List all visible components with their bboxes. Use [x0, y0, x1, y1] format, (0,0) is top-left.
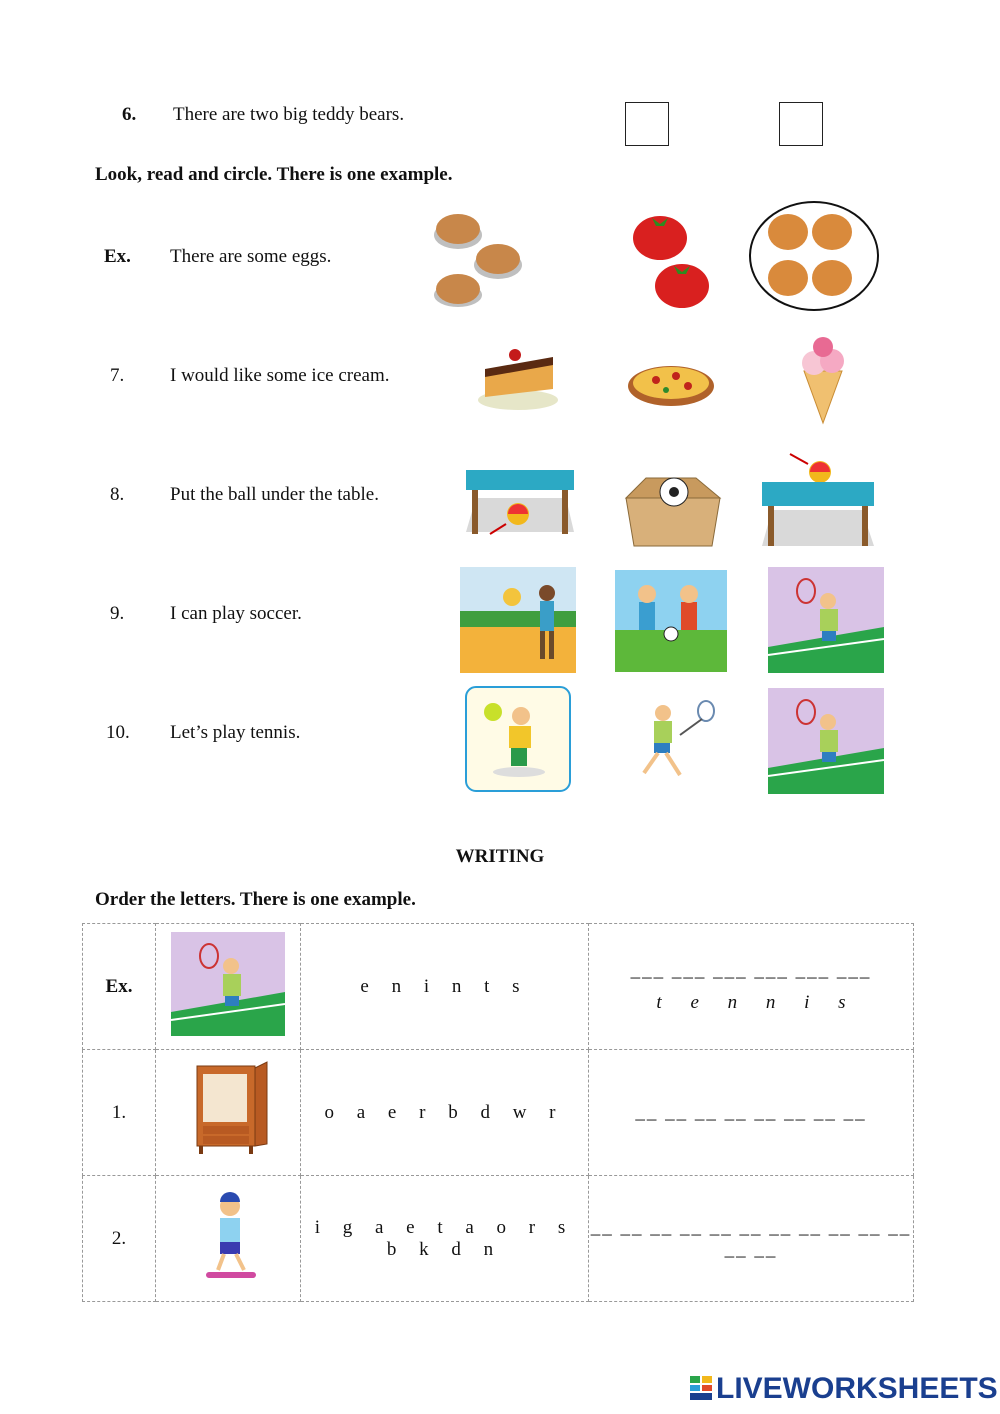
row-number-8: 8. [110, 484, 125, 505]
soccer-picture[interactable] [615, 570, 727, 672]
eggs-picture-circled[interactable] [748, 200, 880, 312]
section-title-circle: Look, read and circle. There is one example. [95, 164, 453, 185]
answer-box-1[interactable] [625, 102, 669, 146]
row-number: 2. [83, 1176, 156, 1302]
potatoes-picture[interactable] [430, 205, 525, 310]
bowling-picture[interactable] [465, 686, 571, 792]
wardrobe-picture [183, 1060, 273, 1160]
answer-cell [589, 924, 914, 1050]
volleyball-picture[interactable] [460, 567, 576, 673]
order-letters-table [82, 923, 914, 1302]
picture-cell [156, 1176, 301, 1302]
row-number-7: 7. [110, 365, 125, 386]
liveworksheets-icon [690, 1374, 712, 1398]
writing-heading: WRITING [455, 846, 545, 867]
scrambled-letters: o a e r b d w r [301, 1050, 589, 1176]
row-text-7: I would like some ice cream. [170, 365, 390, 386]
scrambled-letters: i g a e t a o r s b k d n [301, 1176, 589, 1302]
row-number-10: 10. [106, 722, 130, 743]
scrambled-letters: e n i n t s [301, 924, 589, 1050]
ball-in-box-picture[interactable] [616, 468, 730, 548]
row-number: Ex. [83, 924, 156, 1050]
picture-cell [156, 1050, 301, 1176]
logo-text: LIVEWORKSHEETS [716, 1372, 998, 1405]
badminton-picture[interactable] [624, 695, 724, 783]
section-title-order: Order the letters. There is one example. [95, 889, 416, 910]
example-answer: t e n n i s [656, 991, 846, 1013]
tennis-player-picture [171, 932, 285, 1036]
ball-on-table-picture[interactable] [758, 450, 878, 550]
table-row [83, 924, 914, 1050]
row-number-9: 9. [110, 603, 125, 624]
row-text-9: I can play soccer. [170, 603, 302, 624]
row-text-8: Put the ball under the table. [170, 484, 379, 505]
tennis-picture-row9[interactable] [768, 567, 884, 673]
row-number-ex: Ex. [104, 246, 131, 267]
picture-cell [156, 924, 301, 1050]
ball-under-table-picture[interactable] [462, 460, 578, 542]
question-6-number: 6. [122, 104, 137, 125]
question-6-text: There are two big teddy bears. [173, 104, 405, 125]
tomatoes-picture[interactable] [630, 210, 715, 310]
table-row [83, 1050, 914, 1176]
answer-box-2[interactable] [779, 102, 823, 146]
answer-blanks[interactable]: __ __ __ __ __ __ __ __ __ __ __ __ __ [590, 1216, 912, 1260]
cake-picture[interactable] [475, 345, 565, 415]
answer-cell[interactable] [589, 1050, 914, 1176]
answer-blanks[interactable]: __ __ __ __ __ __ __ __ [635, 1101, 867, 1123]
tennis-picture-row10[interactable] [768, 688, 884, 794]
row-text-10: Let’s play tennis. [170, 722, 301, 743]
answer-blanks: ___ ___ ___ ___ ___ ___ [630, 959, 872, 981]
liveworksheets-logo[interactable] [690, 1372, 998, 1406]
ice-cream-picture[interactable] [798, 335, 848, 425]
pizza-picture[interactable] [626, 360, 716, 408]
row-text-ex: There are some eggs. [170, 246, 332, 267]
row-number: 1. [83, 1050, 156, 1176]
table-row [83, 1176, 914, 1302]
answer-cell[interactable] [589, 1176, 914, 1302]
skateboarder-picture [188, 1186, 268, 1286]
